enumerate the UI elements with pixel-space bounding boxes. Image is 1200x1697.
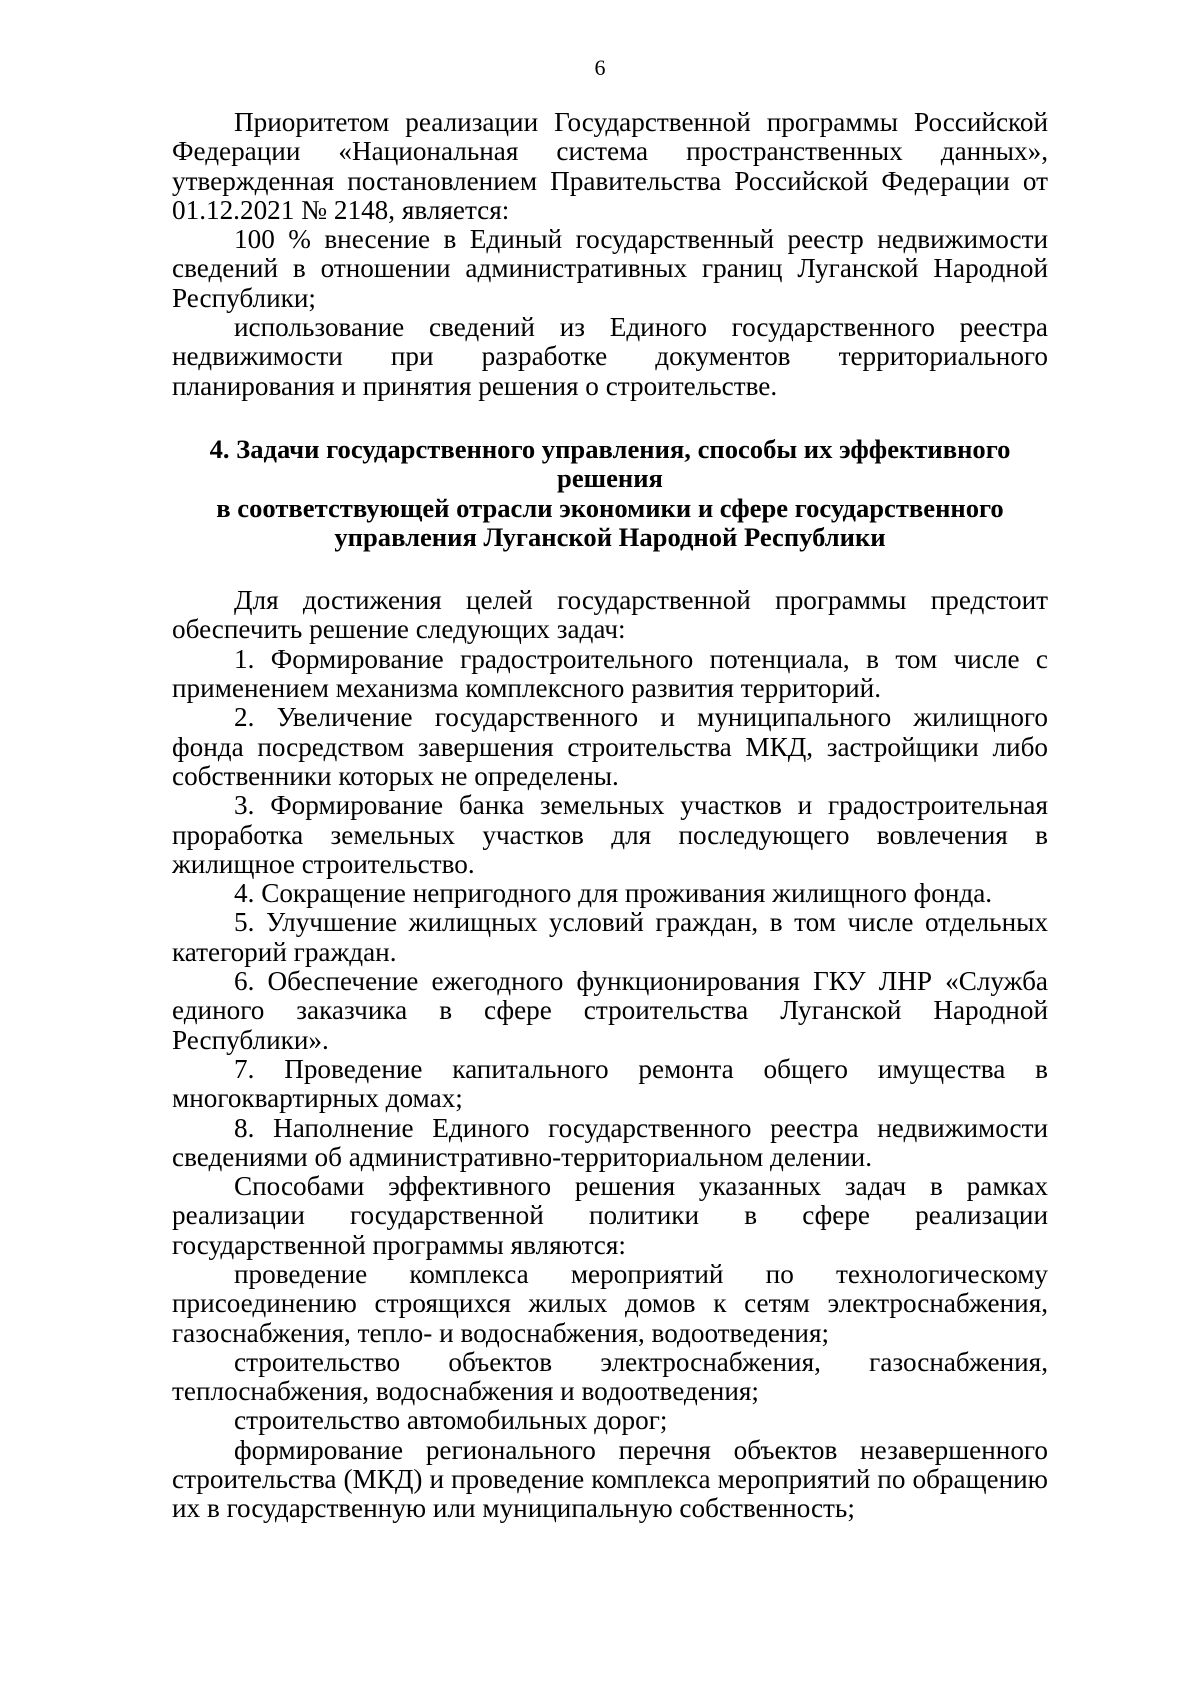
section-heading-line: управления Луганской Народной Республики (334, 521, 886, 552)
method-item: формирование регионального перечня объектов незавершенного строительства (МКД) и проведение комплекса мероприятий по обращению их в государственную или муниципальную собственность; (172, 1434, 1048, 1524)
task-item: 3. Формирование банка земельных участков и градостроительная проработка земельных участков для последующего вовлечения в жилищное строительство. (172, 790, 1048, 879)
intro-paragraph: Приоритетом реализации Государственной программы Российской Федерации «Национальная система пространственных данных», утвержденная постановлением Правительства Российской Федерации от 01.12.2021 № 2148, является: (172, 107, 1048, 225)
task-item: 5. Улучшение жилищных условий граждан, в том числе отдельных категорий граждан. (172, 907, 1048, 967)
intro-list-item: использование сведений из Единого государственного реестра недвижимости при разработке документов территориального планирования и принятия решения о строительстве. (172, 312, 1048, 401)
task-item: 4. Сокращение непригодного для проживания жилищного фонда. (234, 878, 993, 909)
document-body (172, 108, 1048, 1524)
body-paragraph: Для достижения целей государственной программы предстоит обеспечить решение следующих задач: (172, 585, 1048, 645)
method-item: проведение комплекса мероприятий по технологическому присоединению строящихся жилых домов к сетям электроснабжения, газоснабжения, тепло- и водоснабжения, водоотведения; (172, 1258, 1048, 1348)
intro-list-item: 100 % внесение в Единый государственный реестр недвижимости сведений в отношении административных границ Луганской Народной Республики; (172, 224, 1048, 313)
method-item: строительство автомобильных дорог; (234, 1405, 668, 1436)
section-heading (172, 401, 1048, 586)
page-number: 6 (594, 55, 606, 80)
method-item: строительство объектов электроснабжения, газоснабжения, теплоснабжения, водоснабжения и водоотведения; (172, 1346, 1048, 1407)
task-item: 1. Формирование градостроительного потенциала, в том числе с применением механизма комплексного развития территорий. (172, 643, 1048, 704)
body-paragraph: Способами эффективного решения указанных задач в рамках реализации государственной политики в сфере реализации государственной программы являются: (172, 1171, 1048, 1260)
section-heading-line: 4. Задачи государственного управления, способы их эффективного решения (209, 433, 1011, 494)
task-item: 7. Проведение капитального ремонта общего имущества в многоквартирных домах; (172, 1053, 1048, 1114)
task-item: 2. Увеличение государственного и муниципального жилищного фонда посредством завершения строительства МКД, застройщики либо собственники которых не определены. (172, 702, 1048, 791)
section-heading-line: в соответствующей отрасли экономики и сфере государственного (216, 492, 1004, 523)
task-item: 6. Обеспечение ежегодного функционирования ГКУ ЛНР «Служба единого заказчика в сфере строительства Луганской Народной Республики». (172, 966, 1048, 1055)
task-item: 8. Наполнение Единого государственного реестра недвижимости сведениями об административно-территориальном делении. (172, 1112, 1048, 1172)
